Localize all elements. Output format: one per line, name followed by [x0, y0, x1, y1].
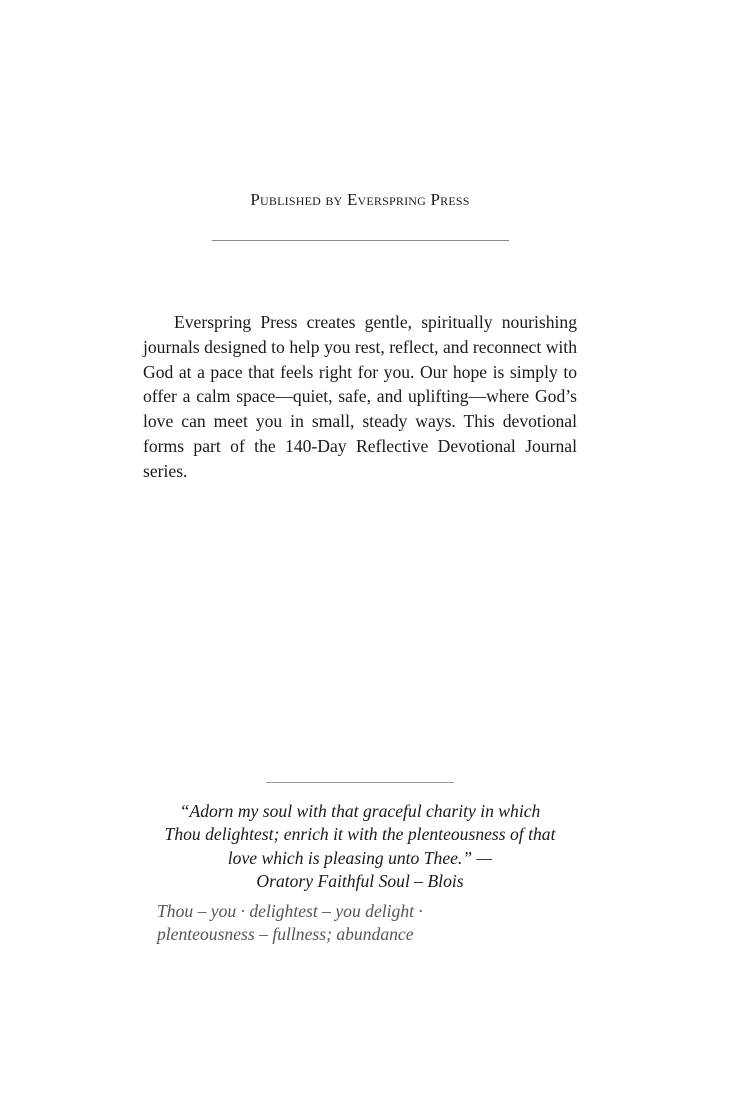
quote-line: Thou delightest; enrich it with the plenteousness of that: [164, 824, 556, 845]
publisher-heading: Published by Everspring Press: [250, 190, 470, 209]
epigraph-quote: [135, 800, 585, 894]
quote-attribution: Oratory Faithful Soul – Blois: [256, 871, 464, 892]
glossary-note: [157, 900, 577, 947]
glossary-line: plenteousness – fullness; abundance: [157, 924, 414, 945]
quote-line: “Adorn my soul with that graceful charity in which: [179, 801, 541, 821]
glossary-line: Thou – you · delightest – you delight ·: [157, 901, 423, 921]
quote-line: love which is pleasing unto Thee.” —: [227, 847, 493, 868]
bottom-divider: [266, 782, 454, 783]
top-divider: [212, 240, 509, 241]
publisher-description: Everspring Press creates gentle, spiritually nourishing journals designed to help you rest, reflect, and reconnect with God at a pace that feels right for you. Our hope is simply to offer a calm space—quiet, safe, and uplifting—where God’s love can meet you in small, steady ways. This devotional forms part of the 140-Day Reflective Devotional Journal series.: [143, 312, 577, 481]
